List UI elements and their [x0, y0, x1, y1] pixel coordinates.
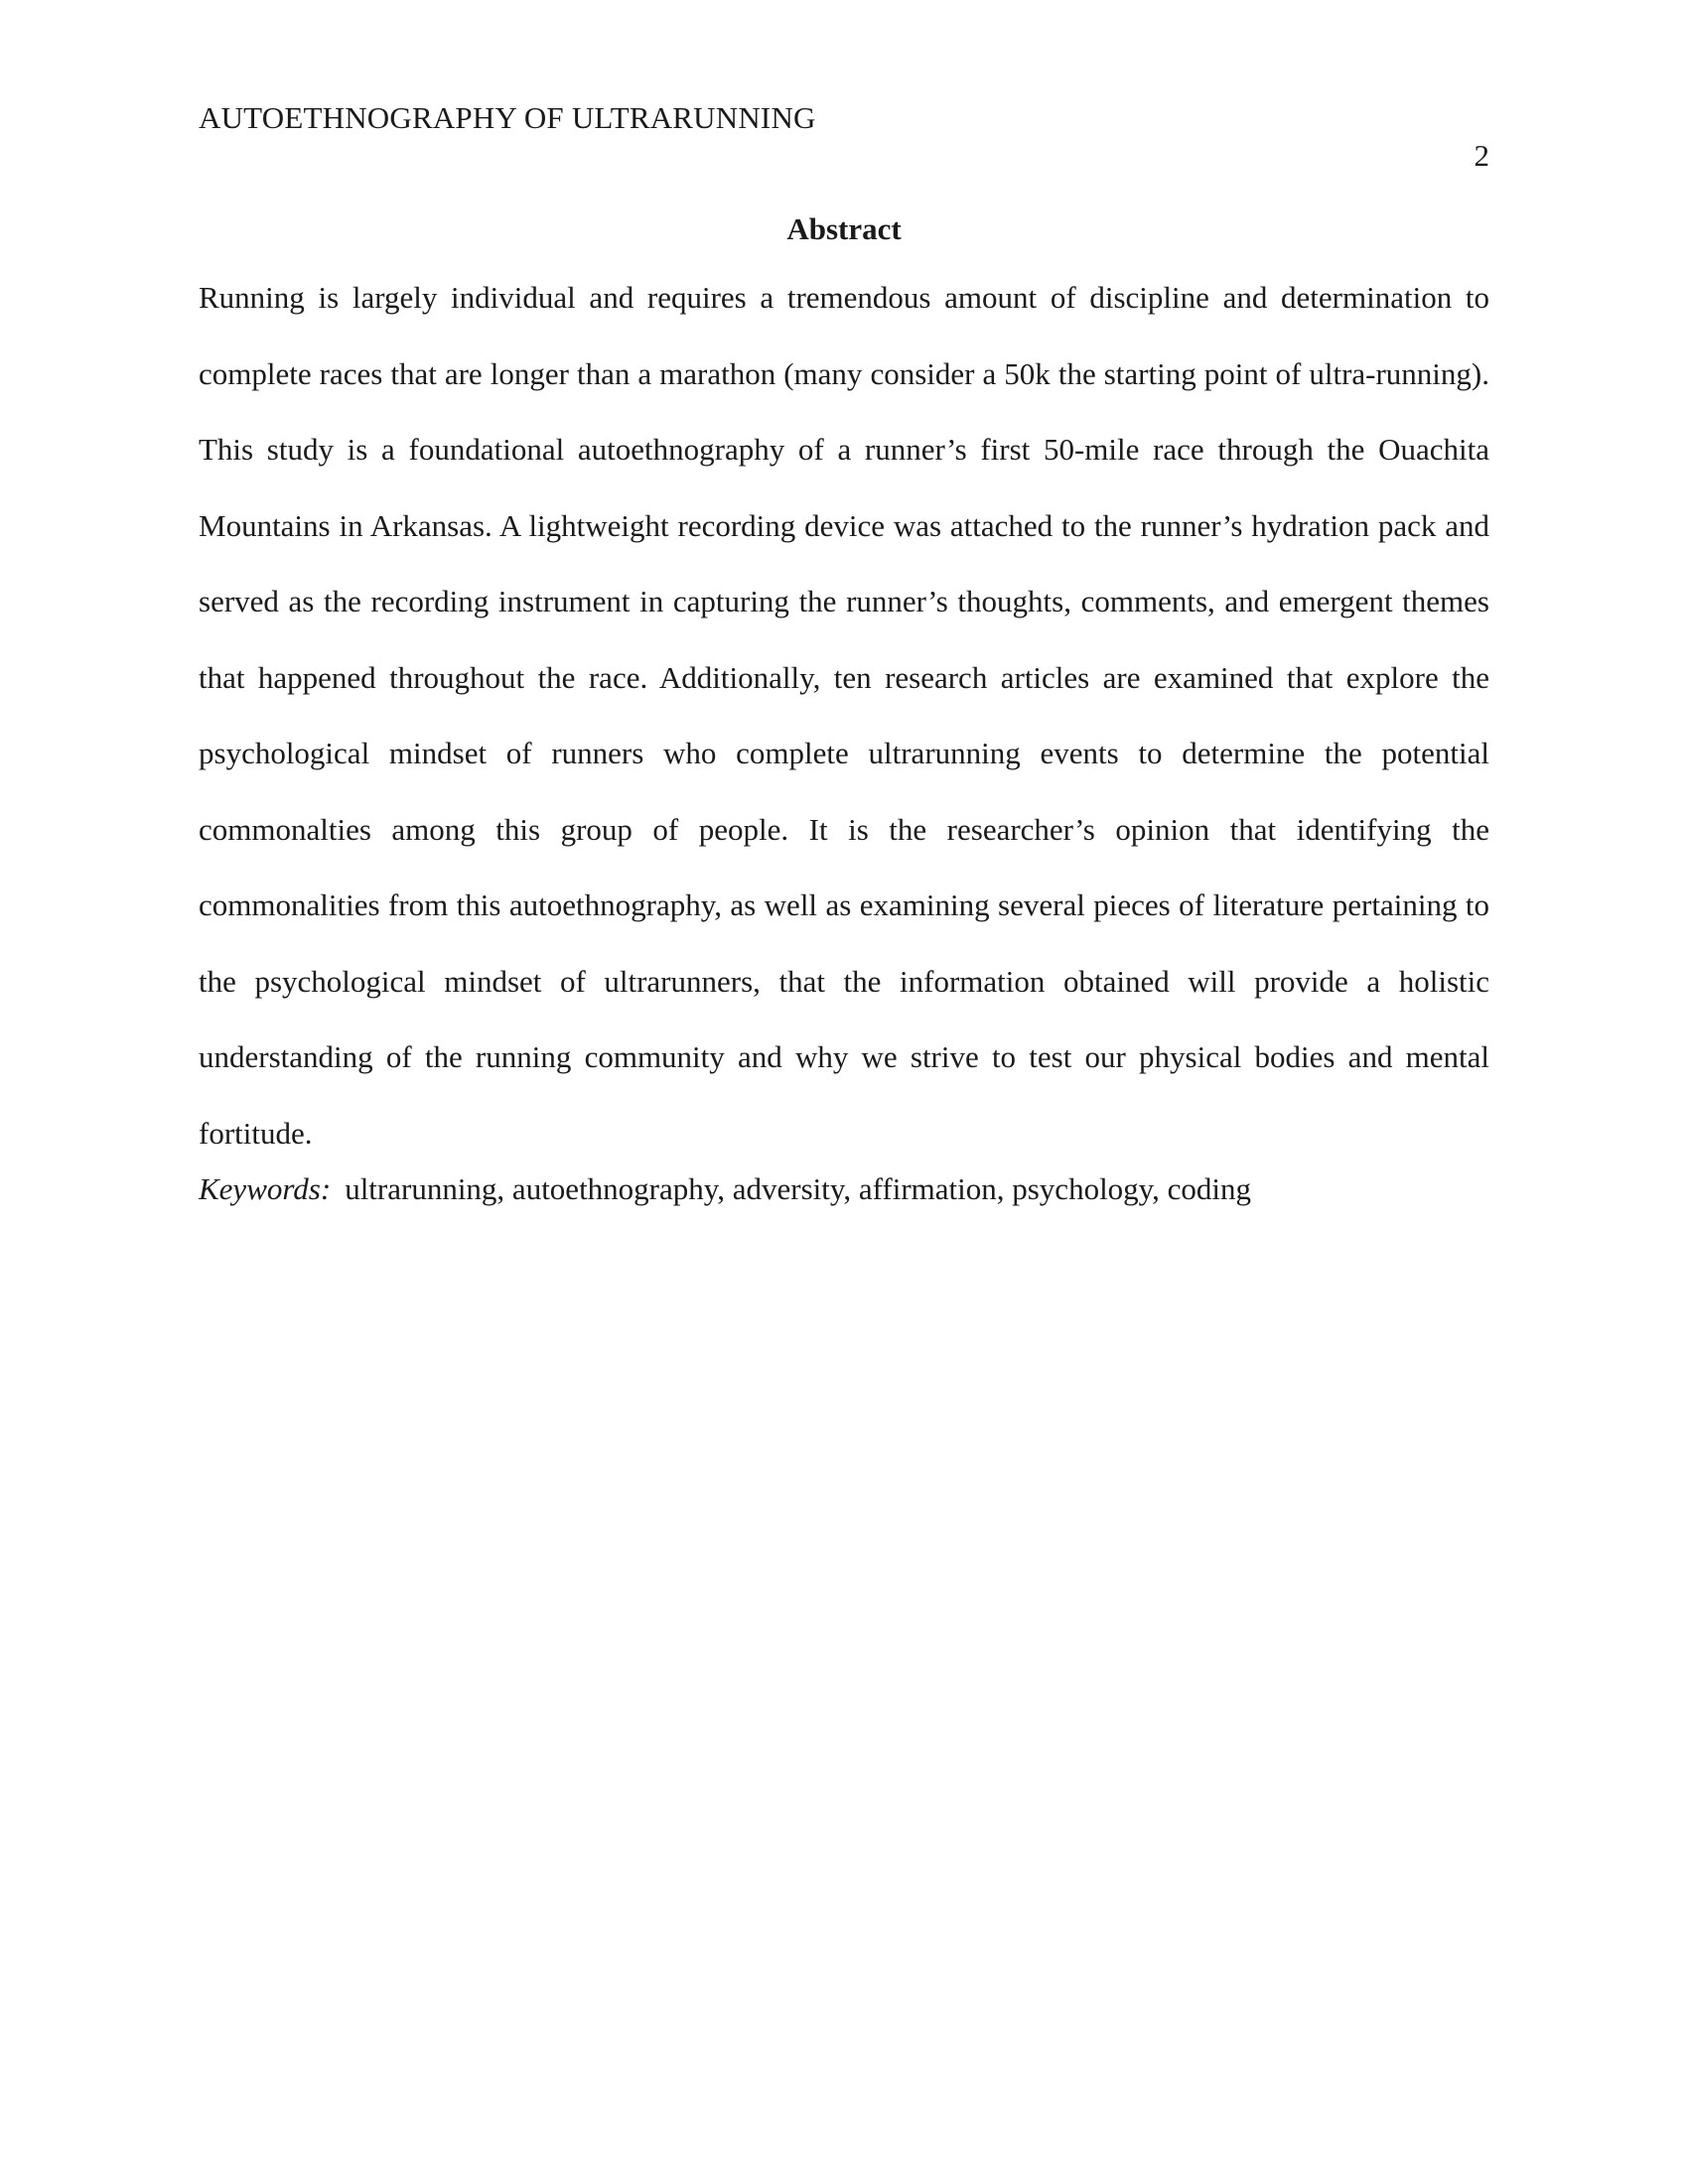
keywords-line	[199, 1171, 1489, 1207]
keywords-list: ultrarunning, autoethnography, adversity, affirmation, psychology, coding	[345, 1171, 1252, 1206]
abstract-paragraph: Running is largely individual and requires a tremendous amount of discipline and determination to complete races that are longer than a marathon (many consider a 50k the starting point of ultra-running). This study is a foundational autoethnography of a runner’s first 50-mile race through the Ouachita Mountains in Arkansas. A lightweight recording device was attached to the runner’s hydration pack and served as the recording instrument in capturing the runner’s thoughts, comments, and emergent themes that happened throughout the race. Additionally, ten research articles are examined that explore the psychological mindset of runners who complete ultrarunning events to determine the potential commonalties among this group of people. It is the researcher’s opinion that identifying the commonalities from this autoethnography, as well as examining several pieces of literature pertaining to the psychological mindset of ultrarunners, that the information obtained will provide a holistic understanding of the running community and why we strive to test our physical bodies and mental fortitude.	[199, 280, 1489, 1151]
abstract-title: Abstract	[786, 211, 902, 246]
page-number: 2	[1474, 138, 1489, 173]
abstract-body	[199, 260, 1489, 1171]
keywords-label: Keywords:	[199, 1171, 332, 1206]
running-head: AUTOETHNOGRAPHY OF ULTRARUNNING	[199, 100, 816, 135]
